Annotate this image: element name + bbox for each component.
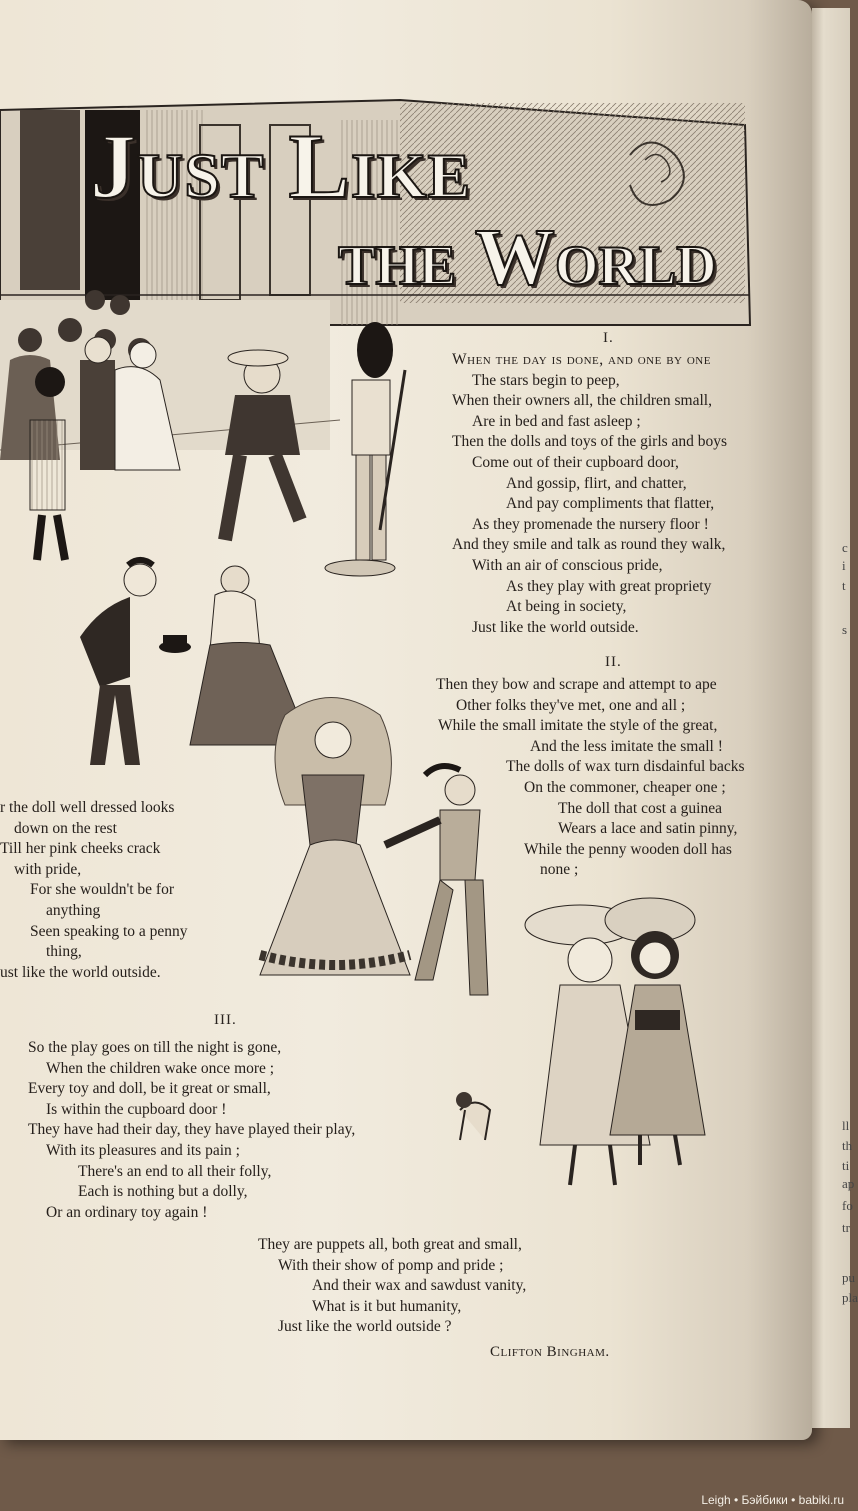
- poem-line: For she wouldn't be for: [30, 881, 174, 899]
- next-page-fragment: ll: [842, 1118, 850, 1133]
- two-girls-with-dog-illustration: [450, 890, 720, 1210]
- poem-line: with pride,: [14, 860, 82, 878]
- poem-line: The dolls of wax turn disdainful backs: [506, 758, 745, 776]
- poem-line: When their owners all, the children small,: [452, 392, 712, 410]
- poem-line: At being in society,: [506, 598, 627, 616]
- next-page-fragment: i: [842, 558, 846, 573]
- next-page-fragment: ap: [842, 1176, 855, 1191]
- poem-line: Each is nothing but a dolly,: [78, 1183, 248, 1201]
- poem-line: Is within the cupboard door !: [46, 1100, 227, 1118]
- next-page-fragment: ti: [842, 1158, 850, 1173]
- poem-line: ust like the world outside.: [0, 963, 161, 981]
- stanza-2: [436, 675, 744, 881]
- poem-line: Till her pink cheeks crack: [0, 840, 161, 858]
- poem-line: Then they bow and scrape and attempt to ape: [436, 676, 717, 693]
- next-page-edge: [812, 8, 858, 1428]
- poem-line: Every toy and doll, be it great or small,: [28, 1080, 271, 1098]
- poem-line: So the play goes on till the night is gone,: [28, 1039, 282, 1056]
- poem-line: Just like the world outside.: [472, 618, 639, 636]
- poem-line: With an air of conscious pride,: [472, 556, 663, 574]
- watermark: Leigh • Бэйбики • babiki.ru: [701, 1493, 844, 1507]
- poem-line: As they play with great propriety: [506, 577, 712, 595]
- poem-line: They are puppets all, both great and small,: [258, 1236, 522, 1253]
- next-page-fragment: th: [842, 1138, 853, 1153]
- poem-line: The stars begin to peep,: [472, 371, 620, 389]
- poem-line: Seen speaking to a penny: [30, 922, 188, 940]
- stanza-2-continuation: [0, 798, 188, 983]
- toys-procession-illustration: [0, 300, 420, 590]
- poem-line: The doll that cost a guinea: [558, 799, 722, 817]
- author-signature: Clifton Bingham.: [490, 1344, 610, 1360]
- next-page-fragment: pla: [842, 1290, 858, 1305]
- poem-line: What is it but humanity,: [312, 1297, 462, 1315]
- poem-line: On the commoner, cheaper one ;: [524, 778, 726, 796]
- poem-line: Come out of their cupboard door,: [472, 453, 679, 471]
- poem-line: When the children wake once more ;: [46, 1059, 275, 1077]
- stanza-1-number: I.: [603, 330, 614, 346]
- title: [70, 105, 750, 325]
- next-page-fragment: c: [842, 540, 848, 555]
- poem-line: none ;: [540, 861, 579, 879]
- poem-line: When the day is done, and one by one: [452, 351, 711, 368]
- poem-line: There's an end to all their folly,: [78, 1162, 272, 1180]
- poem-line: With its pleasures and its pain ;: [46, 1141, 240, 1159]
- poem-line: down on the rest: [14, 819, 117, 837]
- title-line-2: the World: [338, 214, 717, 302]
- poem-line: Other folks they've met, one and all ;: [456, 696, 686, 714]
- next-page-fragment: t: [842, 578, 846, 593]
- poem-line: Wears a lace and satin pinny,: [558, 820, 738, 838]
- poem-line: Are in bed and fast asleep ;: [472, 412, 641, 430]
- stanza-3: [28, 1038, 355, 1223]
- poem-line: And the less imitate the small !: [530, 737, 723, 755]
- poem-line: And their wax and sawdust vanity,: [312, 1277, 527, 1295]
- stanza-2-number: II.: [605, 654, 622, 670]
- poem-line: And gossip, flirt, and chatter,: [506, 474, 687, 492]
- poem-line: anything: [46, 901, 101, 919]
- poem-line: Or an ordinary toy again !: [46, 1203, 208, 1221]
- stanza-1: [452, 350, 727, 638]
- poem-line: While the small imitate the style of the great,: [438, 717, 718, 735]
- poem-line: Then the dolls and toys of the girls and boys: [452, 433, 728, 451]
- next-page-fragment: fo: [842, 1198, 853, 1213]
- poem-line: With their show of pomp and pride ;: [278, 1256, 504, 1274]
- next-page-fragment: tr: [842, 1220, 850, 1235]
- poem-line: And they smile and talk as round they walk,: [452, 536, 726, 554]
- poem-line: And pay compliments that flatter,: [506, 495, 715, 513]
- poem-line: While the penny wooden doll has: [524, 840, 732, 858]
- stanza-3-number: III.: [214, 1012, 237, 1028]
- next-page-fragment: s: [842, 622, 848, 637]
- poem-line: r the doll well dressed looks: [0, 799, 175, 816]
- title-line-1: Just Like: [90, 115, 472, 217]
- next-page-fragment: pu: [842, 1270, 855, 1285]
- closing-lines: [258, 1235, 526, 1338]
- poem-line: thing,: [46, 943, 82, 961]
- poem-line: They have had their day, they have played their play,: [28, 1121, 356, 1139]
- poem-line: Just like the world outside ?: [278, 1318, 452, 1336]
- poem-line: As they promenade the nursery floor !: [472, 515, 709, 533]
